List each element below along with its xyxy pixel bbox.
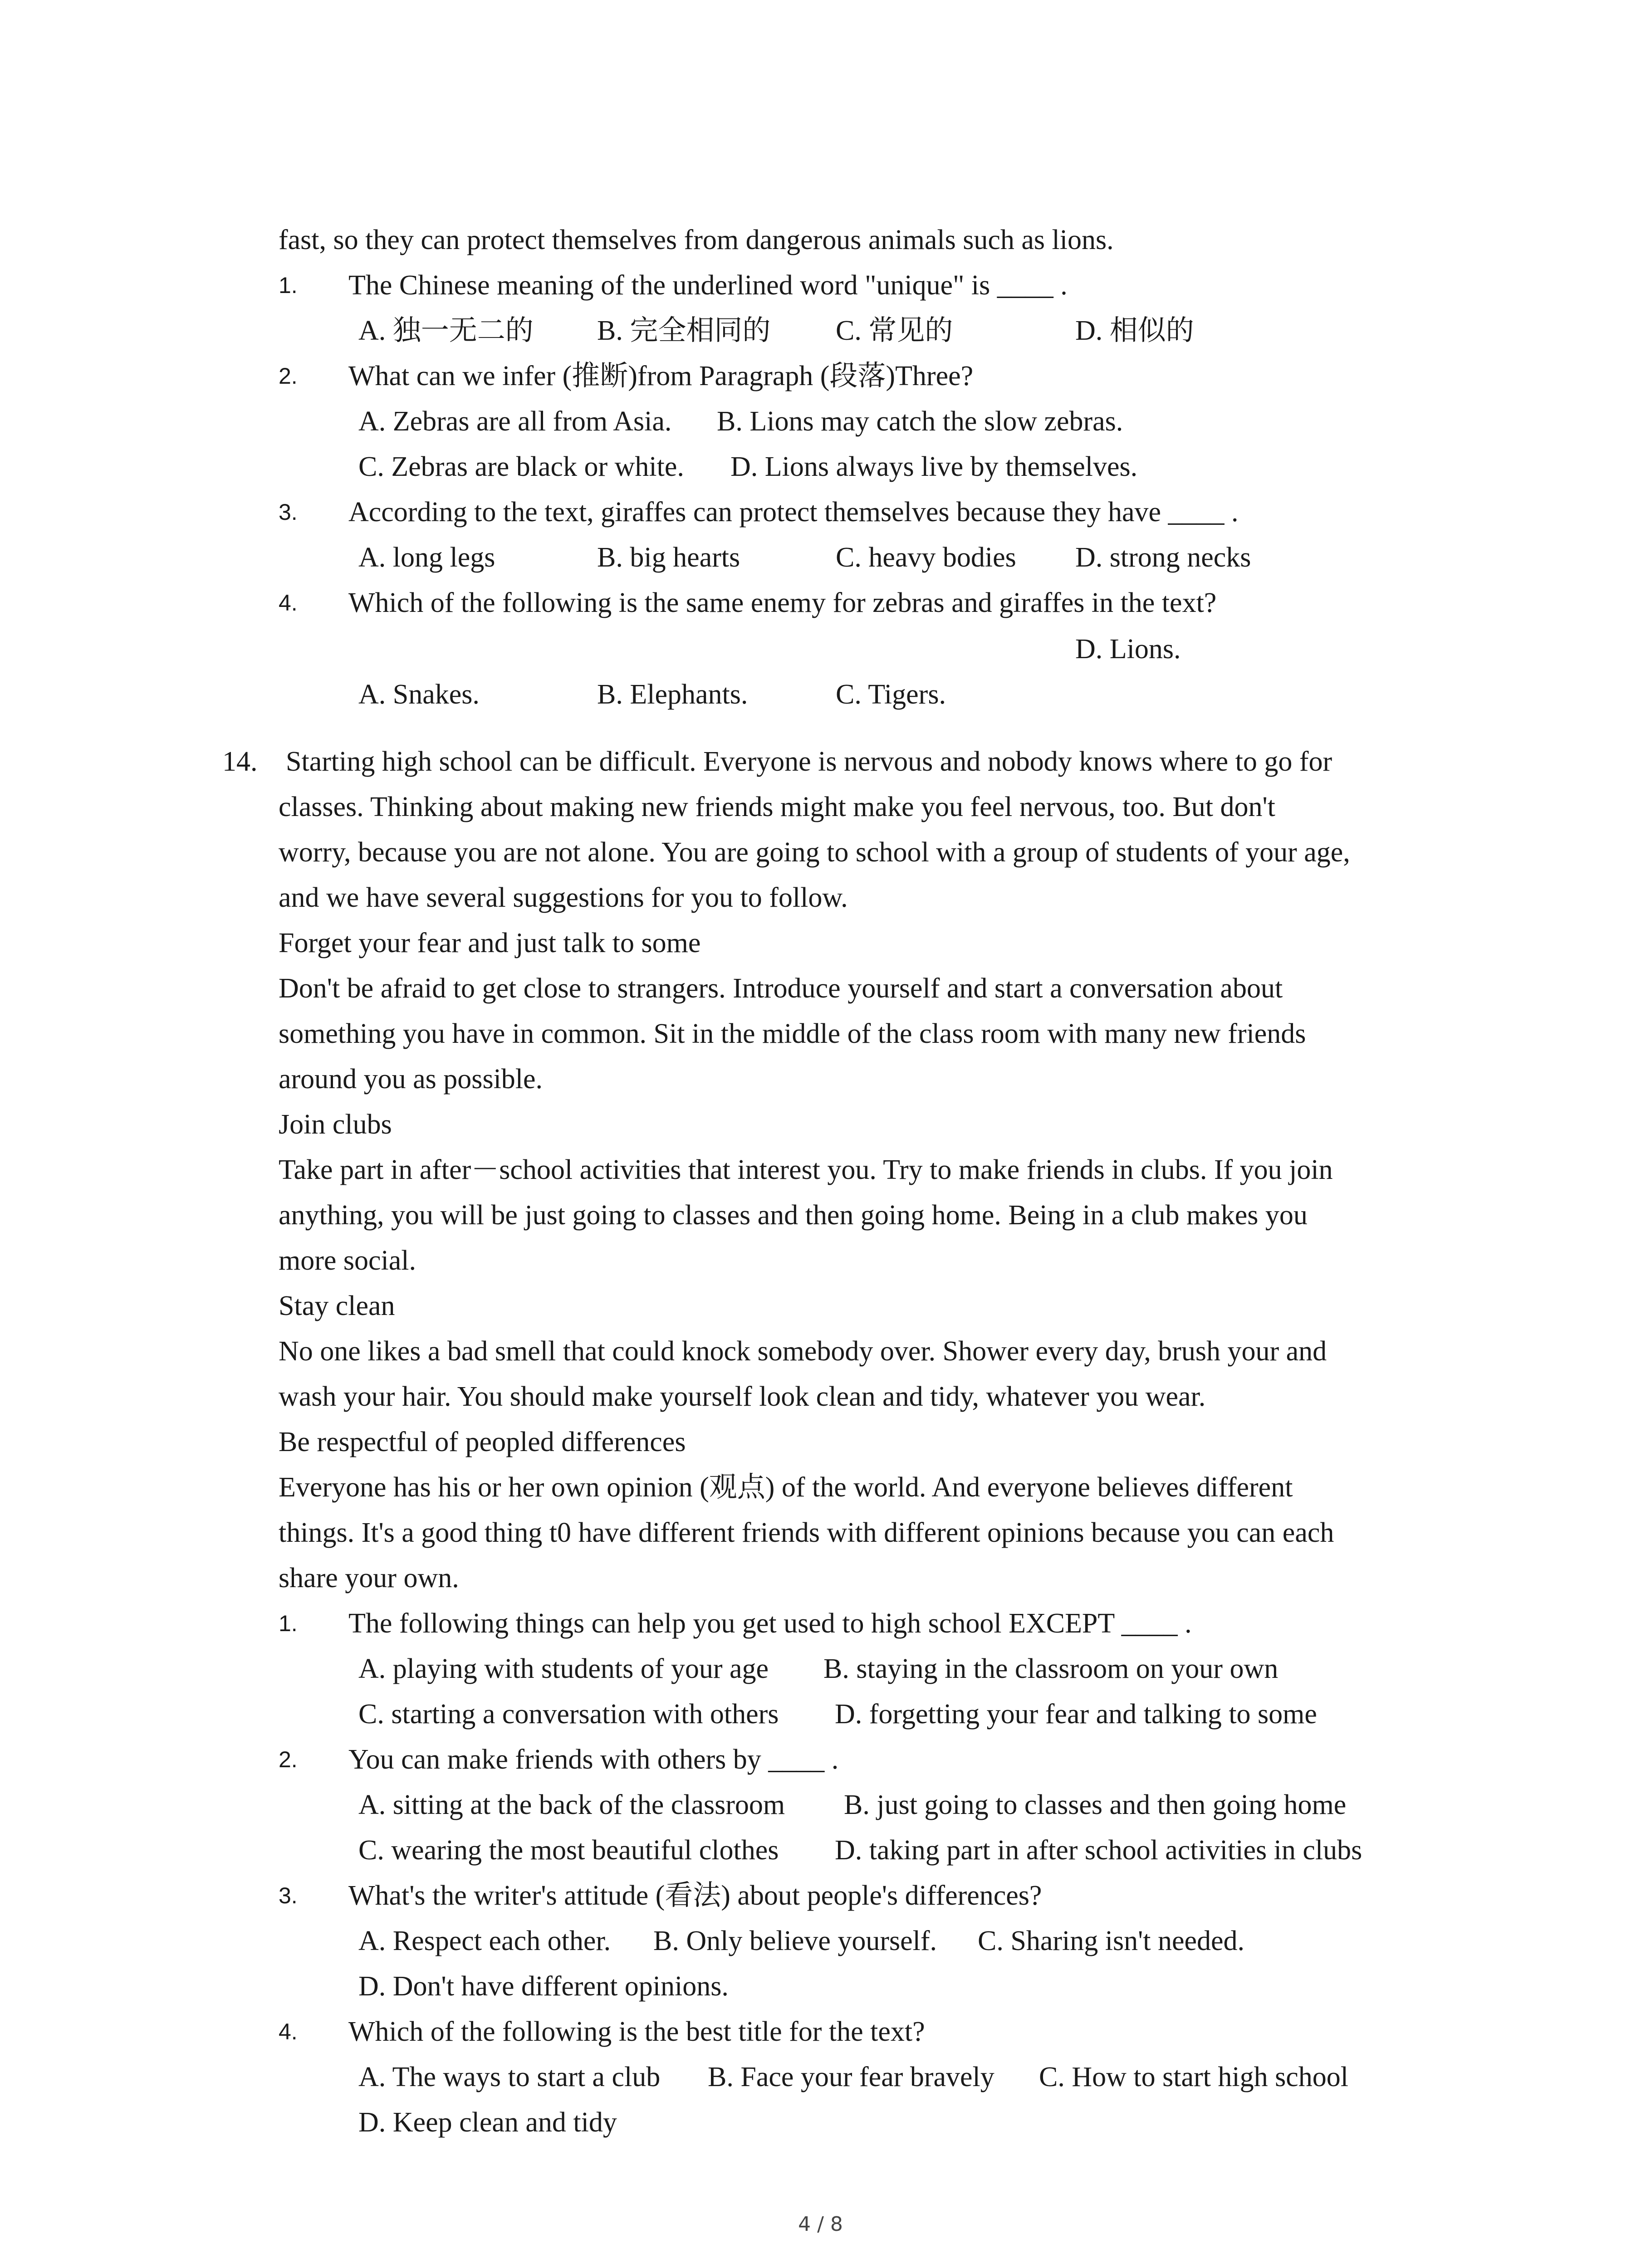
passage-number: 14. (222, 746, 258, 777)
option-a: A. 独一无二的 (358, 315, 534, 346)
option-c: C. heavy bodies (836, 542, 1016, 573)
question-number: 4. (279, 2019, 298, 2044)
option-c: C. Tigers. (836, 679, 946, 710)
option-a: A. The ways to start a club (358, 2062, 661, 2092)
option-a: A. playing with students of your age (358, 1653, 769, 1684)
passage-line: wash your hair. You should make yourself look clean and tidy, whatever you wear. (279, 1381, 1206, 1412)
option-b: B. big hearts (597, 542, 740, 573)
question-stem: You can make friends with others by ____ . (348, 1744, 839, 1775)
passage-line: things. It's a good thing t0 have different friends with different opinions because you can each (279, 1517, 1334, 1548)
passage-line: fast, so they can protect themselves from dangerous animals such as lions. (279, 225, 1114, 255)
option-d: D. Lions. (1075, 634, 1181, 665)
option-d: D. taking part in after school activities in clubs (835, 1835, 1362, 1866)
option-a: A. Zebras are all from Asia. (358, 406, 672, 437)
option-d: D. Don't have different opinions. (358, 1971, 729, 2002)
question-number: 4. (279, 590, 298, 616)
passage-line: more social. (279, 1245, 416, 1276)
section-heading: Be respectful of peopled differences (279, 1427, 686, 1457)
option-a: A. sitting at the back of the classroom (358, 1789, 785, 1820)
passage-line: No one likes a bad smell that could knock somebody over. Shower every day, brush your and (279, 1336, 1327, 1367)
option-c: C. starting a conversation with others (358, 1699, 779, 1730)
option-b: B. Face your fear bravely (708, 2062, 994, 2092)
passage-line: Everyone has his or her own opinion (观点) of the world. And everyone believes different (279, 1472, 1293, 1503)
question-number: 2. (279, 1747, 298, 1772)
passage-line: around you as possible. (279, 1064, 543, 1095)
passage-line: anything, you will be just going to classes and then going home. Being in a club makes you (279, 1200, 1308, 1231)
question-stem: Which of the following is the same enemy for zebras and giraffes in the text? (348, 587, 1217, 618)
option-d: D. 相似的 (1075, 315, 1194, 346)
option-a: A. Snakes. (358, 679, 480, 710)
passage-line: something you have in common. Sit in the middle of the class room with many new friends (279, 1018, 1306, 1049)
section-heading: Join clubs (279, 1109, 392, 1140)
option-a: A. Respect each other. (358, 1926, 611, 1956)
question-number: 1. (279, 273, 298, 298)
option-c: C. How to start high school (1039, 2062, 1348, 2092)
option-c: C. wearing the most beautiful clothes (358, 1835, 779, 1866)
passage-line: classes. Thinking about making new friends might make you feel nervous, too. But don't (279, 792, 1275, 822)
page-number: 4 / 8 (798, 2213, 843, 2236)
question-stem: The following things can help you get used to high school EXCEPT ____ . (348, 1608, 1192, 1639)
question-number: 3. (279, 499, 298, 525)
option-d: D. Lions always live by themselves. (730, 451, 1138, 482)
option-c: C. Zebras are black or white. (358, 451, 684, 482)
question-stem: Which of the following is the best title for the text? (348, 2016, 925, 2047)
passage-line: and we have several suggestions for you to follow. (279, 882, 848, 913)
question-stem: What's the writer's attitude (看法) about people's differences? (348, 1880, 1042, 1911)
passage-line: worry, because you are not alone. You are going to school with a group of students of your age, (279, 837, 1350, 868)
option-b: B. Only believe yourself. (653, 1926, 937, 1956)
question-stem: What can we infer (推断)from Paragraph (段落)Three? (348, 361, 974, 391)
option-b: B. 完全相同的 (597, 315, 771, 346)
option-c: C. 常见的 (836, 315, 953, 346)
question-number: 3. (279, 1883, 298, 1908)
passage-line: Don't be afraid to get close to strangers. Introduce yourself and start a conversation about (279, 973, 1283, 1004)
question-stem: According to the text, giraffes can protect themselves because they have ____ . (348, 497, 1239, 528)
section-heading: Forget your fear and just talk to some (279, 928, 701, 958)
option-c: C. Sharing isn't needed. (978, 1926, 1245, 1956)
option-d: D. Keep clean and tidy (358, 2107, 617, 2138)
option-d: D. forgetting your fear and talking to some (835, 1699, 1317, 1730)
question-number: 1. (279, 1611, 298, 1636)
passage-line: Starting high school can be difficult. Everyone is nervous and nobody knows where to go for (286, 746, 1332, 777)
question-stem: The Chinese meaning of the underlined word "unique" is ____ . (348, 270, 1068, 301)
option-b: B. just going to classes and then going home (844, 1789, 1347, 1820)
passage-line: share your own. (279, 1563, 459, 1593)
question-number: 2. (279, 363, 298, 389)
option-d: D. strong necks (1075, 542, 1251, 573)
option-a: A. long legs (358, 542, 495, 573)
passage-line: Take part in after－school activities that interest you. Try to make friends in clubs. If you join (279, 1154, 1333, 1185)
option-b: B. Lions may catch the slow zebras. (717, 406, 1123, 437)
section-heading: Stay clean (279, 1290, 395, 1321)
option-b: B. Elephants. (597, 679, 748, 710)
option-b: B. staying in the classroom on your own (823, 1653, 1279, 1684)
